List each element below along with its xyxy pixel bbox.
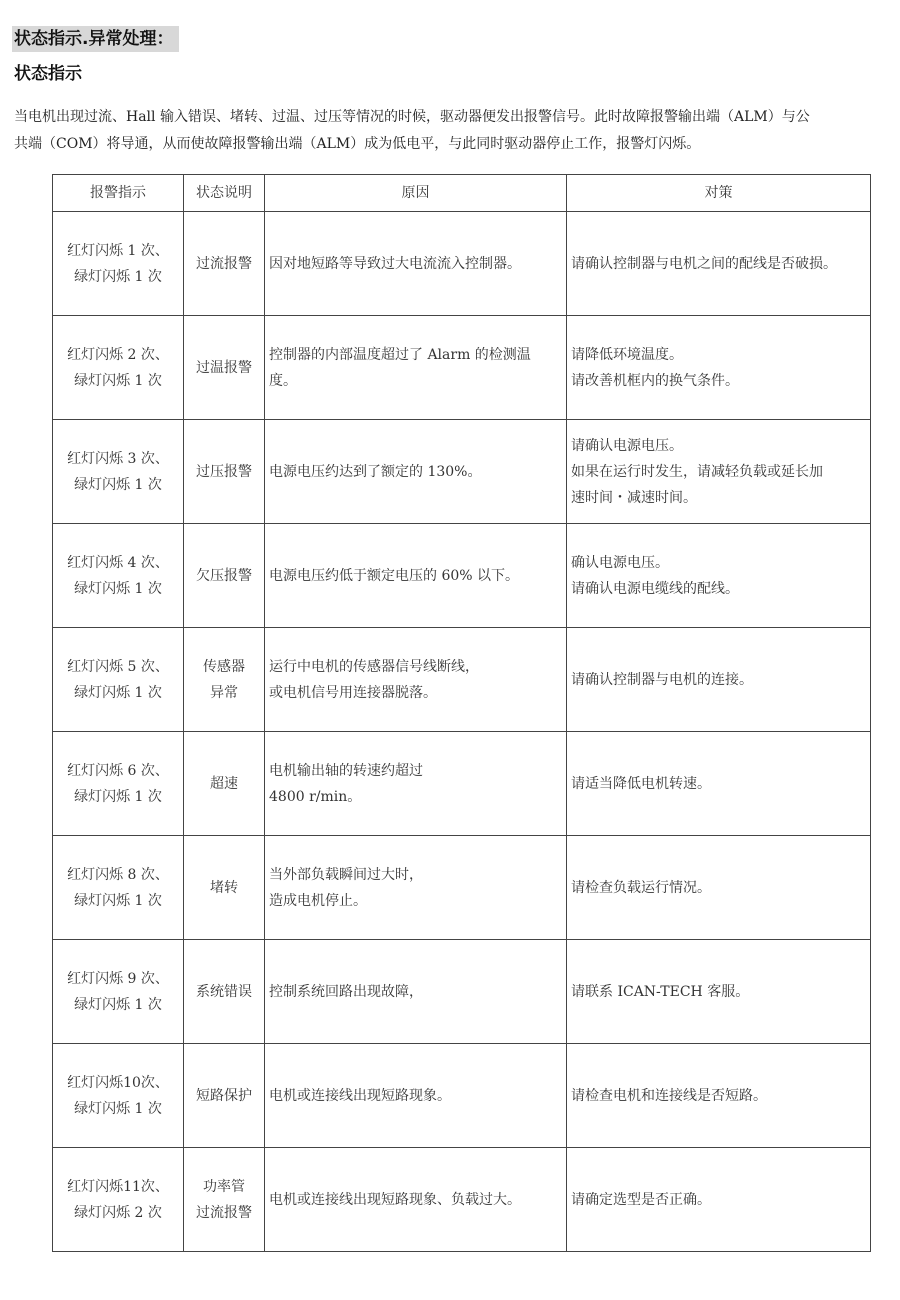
alarm-indicator-line: 绿灯闪烁 1 次 [74, 268, 162, 285]
header-indicator: 报警指示 [53, 175, 184, 212]
action-cell [567, 420, 871, 524]
status-line: 堵转 [210, 879, 238, 896]
action-line: 请联系 ICAN-TECH 客服。 [571, 983, 750, 1000]
cause-cell [265, 524, 567, 628]
status-cell [184, 836, 265, 940]
cause-line: 电源电压约低于额定电压的 60% 以下。 [269, 567, 520, 584]
table-row [53, 420, 871, 524]
status-line: 功率管 [203, 1178, 245, 1195]
alarm-indicator-line: 红灯闪烁 1 次、 [67, 242, 169, 259]
action-line: 速时间・减速时间。 [571, 489, 697, 506]
alarm-indicator-line: 红灯闪烁 5 次、 [67, 658, 169, 675]
alarm-table-body [53, 212, 871, 1252]
alarm-indicator-cell [53, 420, 184, 524]
cause-line: 控制器的内部温度超过了 Alarm 的检测温 [269, 346, 531, 363]
alarm-indicator-line: 绿灯闪烁 1 次 [74, 996, 162, 1013]
alarm-indicator-cell [53, 940, 184, 1044]
status-line: 过流报警 [196, 1204, 252, 1221]
cause-line: 电源电压约达到了额定的 130%。 [269, 463, 482, 480]
status-line: 异常 [210, 684, 238, 701]
action-cell [567, 940, 871, 1044]
cause-cell [265, 732, 567, 836]
action-line: 请降低环境温度。 [571, 346, 683, 363]
cause-cell [265, 1044, 567, 1148]
status-line: 过温报警 [196, 359, 252, 376]
table-row [53, 1148, 871, 1252]
cause-cell [265, 316, 567, 420]
action-line: 请确认电源电压。 [571, 437, 683, 454]
alarm-indicator-line: 绿灯闪烁 1 次 [74, 788, 162, 805]
action-cell [567, 316, 871, 420]
status-cell [184, 628, 265, 732]
action-line: 请确定选型是否正确。 [571, 1191, 711, 1208]
cause-line: 4800 r/min。 [269, 788, 362, 805]
alarm-indicator-line: 红灯闪烁10次、 [67, 1074, 169, 1091]
cause-line: 造成电机停止。 [269, 892, 367, 909]
action-cell [567, 836, 871, 940]
status-cell [184, 420, 265, 524]
status-line: 过流报警 [196, 255, 252, 272]
header-action: 对策 [567, 175, 871, 212]
action-cell [567, 1044, 871, 1148]
status-cell [184, 732, 265, 836]
status-line: 短路保护 [196, 1087, 252, 1104]
cause-line: 因对地短路等导致过大电流流入控制器。 [269, 255, 521, 272]
alarm-indicator-line: 红灯闪烁 2 次、 [67, 346, 169, 363]
status-line: 过压报警 [196, 463, 252, 480]
table-header-row [53, 175, 871, 212]
cause-cell [265, 420, 567, 524]
table-row [53, 628, 871, 732]
status-cell [184, 940, 265, 1044]
alarm-indicator-line: 红灯闪烁 9 次、 [67, 970, 169, 987]
action-line: 请检查电机和连接线是否短路。 [571, 1087, 767, 1104]
intro-paragraph [14, 104, 900, 158]
table-row [53, 1044, 871, 1148]
alarm-indicator-line: 红灯闪烁 8 次、 [67, 866, 169, 883]
status-line: 系统错误 [196, 983, 252, 1000]
action-cell [567, 212, 871, 316]
status-cell [184, 1044, 265, 1148]
alarm-indicator-line: 红灯闪烁 6 次、 [67, 762, 169, 779]
alarm-indicator-line: 红灯闪烁11次、 [67, 1178, 169, 1195]
alarm-indicator-cell [53, 212, 184, 316]
table-row [53, 940, 871, 1044]
status-cell [184, 316, 265, 420]
alarm-indicator-line: 绿灯闪烁 1 次 [74, 1100, 162, 1117]
status-line: 欠压报警 [196, 567, 252, 584]
cause-cell [265, 1148, 567, 1252]
intro-line: 共端（COM）将导通，从而使故障报警输出端（ALM）成为低电平，与此同时驱动器停止工作，报警灯闪烁。 [14, 136, 701, 152]
intro-line: 当电机出现过流、Hall 输入错误、堵转、过温、过压等情况的时候，驱动器便发出报警信号。此时故障报警输出端（ALM）与公 [14, 109, 810, 125]
alarm-indicator-line: 绿灯闪烁 1 次 [74, 372, 162, 389]
header-cause: 原因 [265, 175, 567, 212]
cause-line: 电机输出轴的转速约超过 [269, 762, 423, 779]
alarm-indicator-line: 绿灯闪烁 2 次 [74, 1204, 162, 1221]
status-cell [184, 524, 265, 628]
action-cell [567, 732, 871, 836]
status-cell [184, 1148, 265, 1252]
cause-line: 当外部负载瞬间过大时， [269, 866, 423, 883]
alarm-indicator-cell [53, 1148, 184, 1252]
action-line: 如果在运行时发生，请减轻负载或延长加 [571, 463, 823, 480]
action-cell [567, 628, 871, 732]
status-line: 传感器 [203, 658, 245, 675]
alarm-indicator-line: 绿灯闪烁 1 次 [74, 476, 162, 493]
cause-line: 度。 [269, 372, 297, 389]
alarm-indicator-line: 绿灯闪烁 1 次 [74, 684, 162, 701]
cause-cell [265, 940, 567, 1044]
action-line: 确认电源电压。 [571, 554, 669, 571]
action-line: 请改善机框内的换气条件。 [571, 372, 739, 389]
alarm-indicator-cell [53, 316, 184, 420]
alarm-indicator-cell [53, 524, 184, 628]
alarm-indicator-line: 红灯闪烁 3 次、 [67, 450, 169, 467]
cause-line: 电机或连接线出现短路现象。 [269, 1087, 451, 1104]
cause-cell [265, 836, 567, 940]
action-line: 请检查负载运行情况。 [571, 879, 711, 896]
table-row [53, 836, 871, 940]
cause-line: 运行中电机的传感器信号线断线， [269, 658, 479, 675]
alarm-indicator-cell [53, 732, 184, 836]
alarm-table [52, 174, 871, 1252]
table-row [53, 732, 871, 836]
cause-line: 或电机信号用连接器脱落。 [269, 684, 437, 701]
alarm-indicator-cell [53, 628, 184, 732]
action-line: 请确认控制器与电机的连接。 [571, 671, 753, 688]
alarm-indicator-line: 红灯闪烁 4 次、 [67, 554, 169, 571]
alarm-indicator-line: 绿灯闪烁 1 次 [74, 892, 162, 909]
action-line: 请适当降低电机转速。 [571, 775, 711, 792]
sub-heading: 状态指示 [14, 64, 82, 84]
section-heading: 状态指示.异常处理： [12, 26, 179, 52]
table-row [53, 524, 871, 628]
cause-line: 电机或连接线出现短路现象、负载过大。 [269, 1191, 521, 1208]
alarm-indicator-cell [53, 836, 184, 940]
cause-cell [265, 628, 567, 732]
action-cell [567, 1148, 871, 1252]
cause-cell [265, 212, 567, 316]
action-line: 请确认控制器与电机之间的配线是否破损。 [571, 255, 837, 272]
alarm-indicator-line: 绿灯闪烁 1 次 [74, 580, 162, 597]
action-line: 请确认电源电缆线的配线。 [571, 580, 739, 597]
cause-line: 控制系统回路出现故障， [269, 983, 423, 1000]
header-status: 状态说明 [184, 175, 265, 212]
table-row [53, 212, 871, 316]
table-row [53, 316, 871, 420]
status-line: 超速 [210, 775, 238, 792]
status-cell [184, 212, 265, 316]
action-cell [567, 524, 871, 628]
alarm-indicator-cell [53, 1044, 184, 1148]
